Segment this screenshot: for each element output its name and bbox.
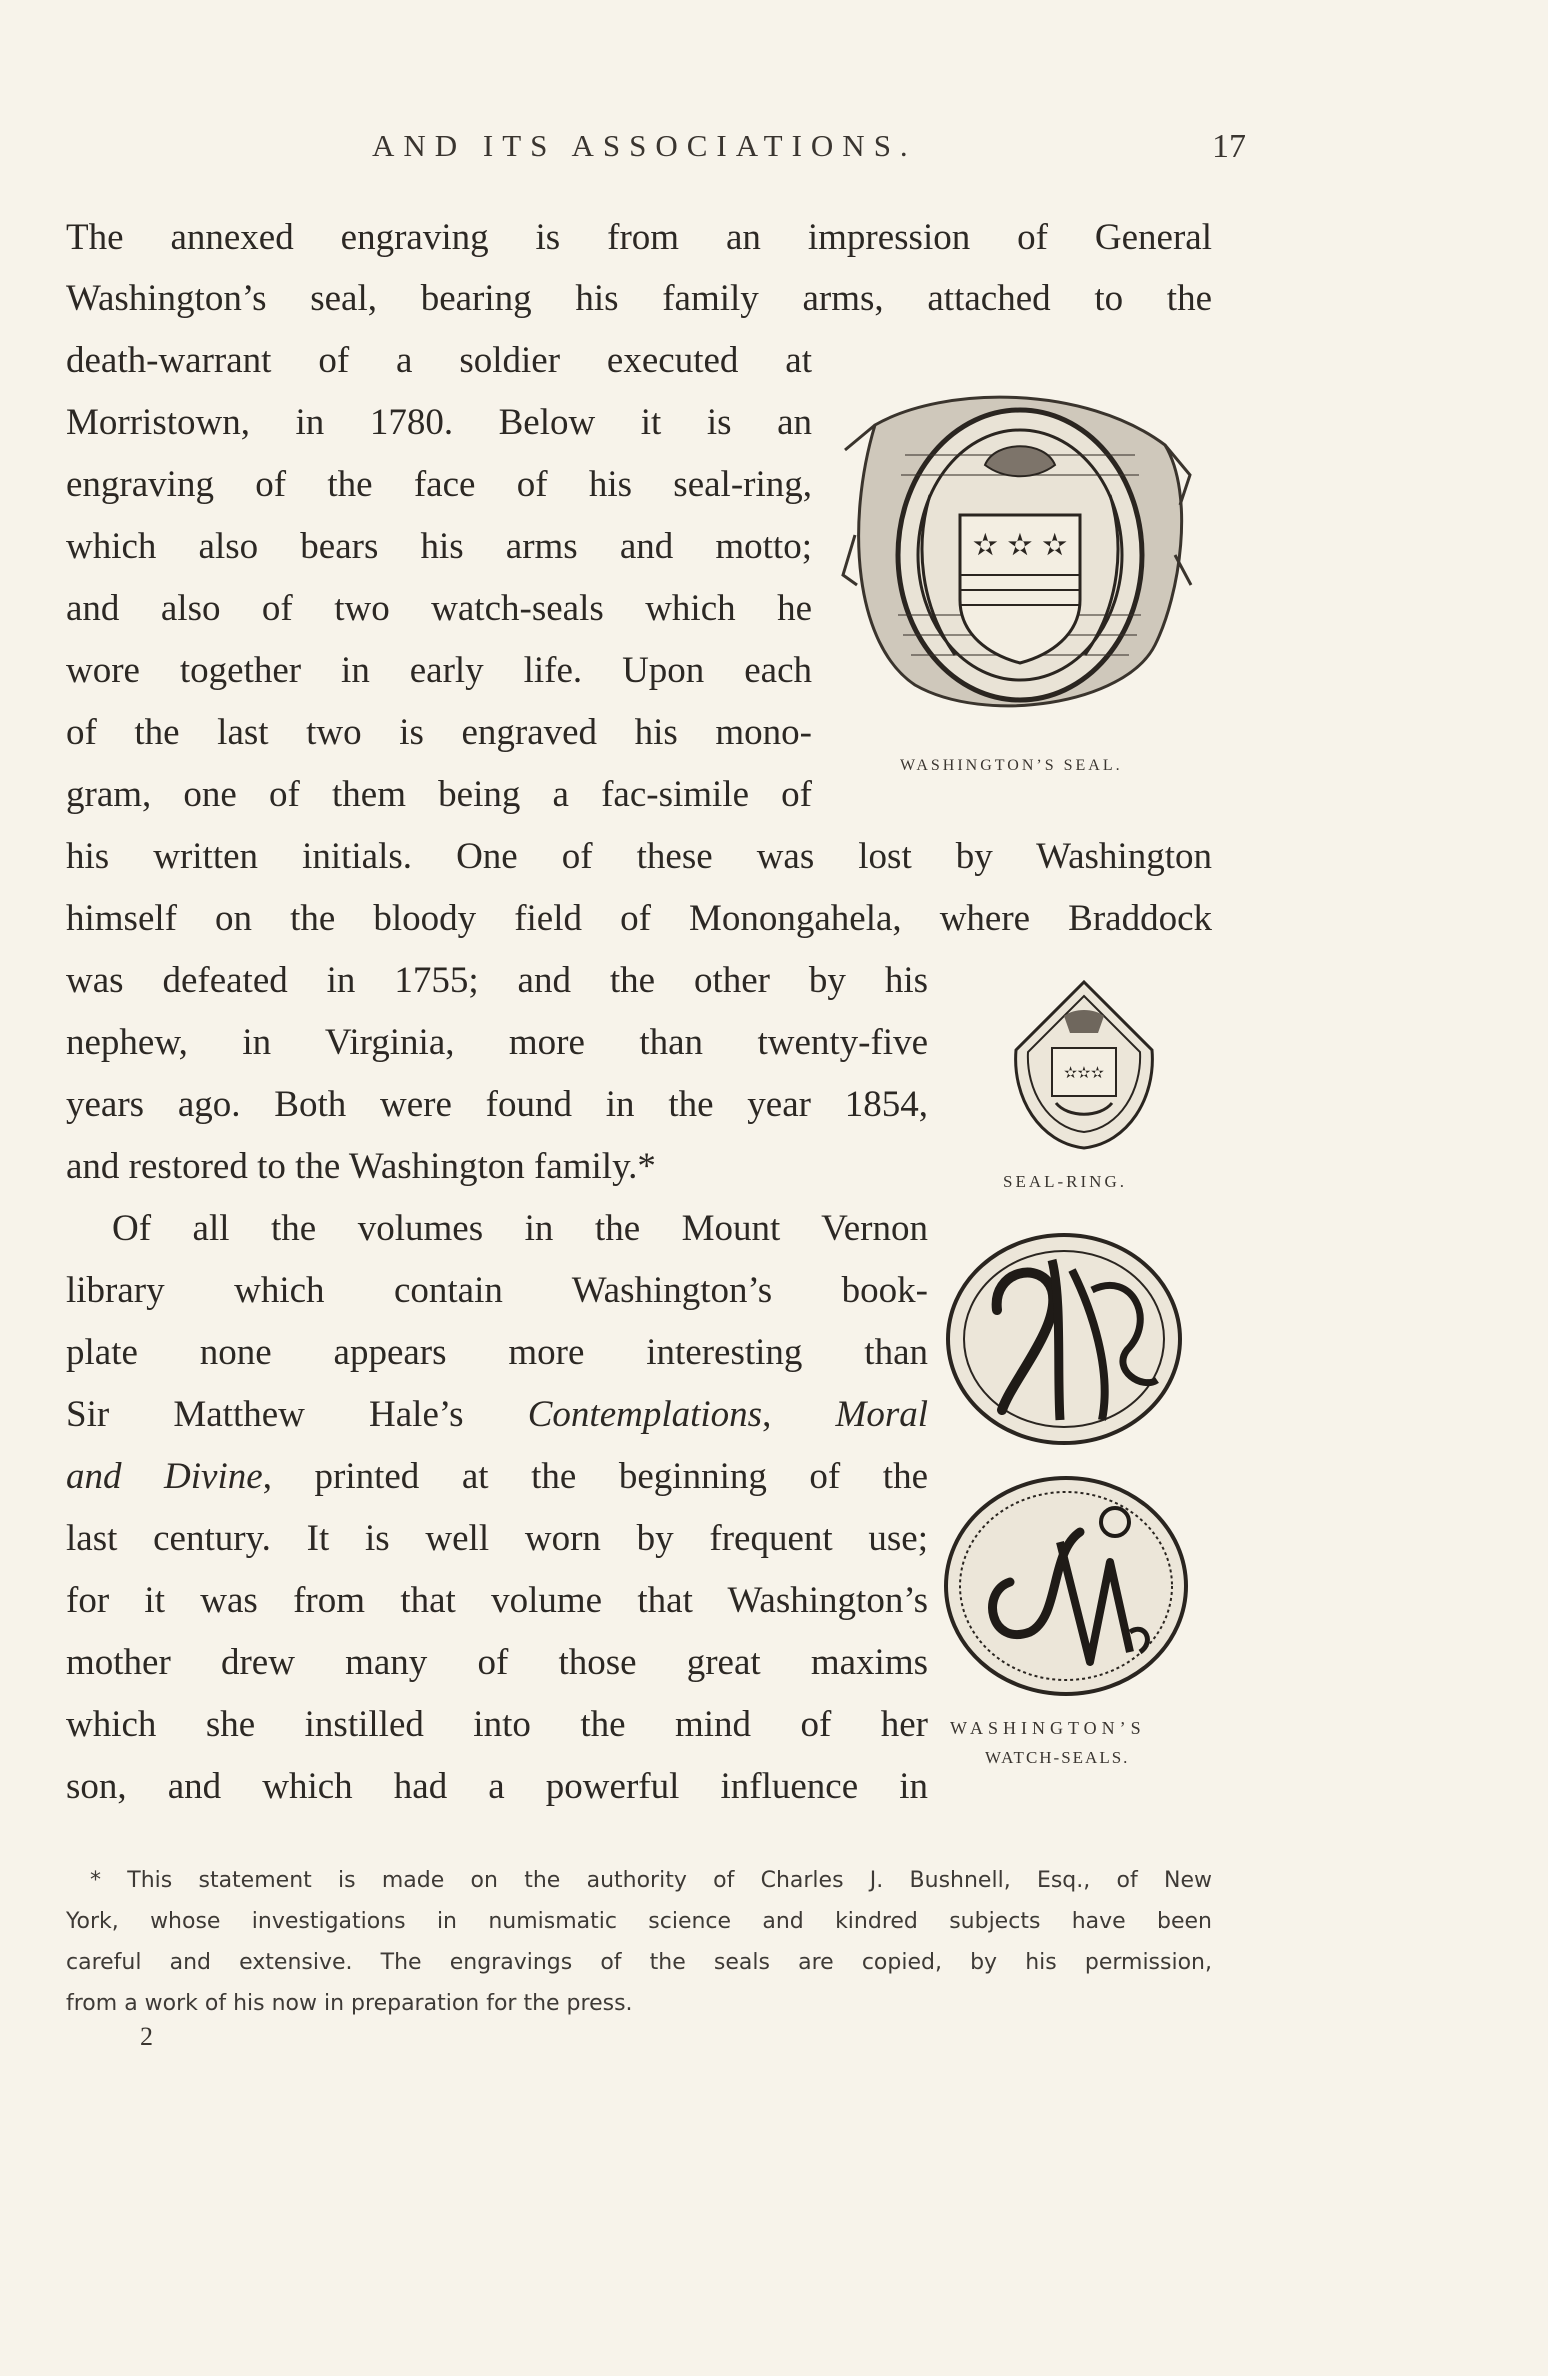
svg-text:✫ ✫ ✫: ✫ ✫ ✫	[972, 528, 1068, 563]
footnote-line: York, whose investigations in numismatic science and kindred subjects have been	[66, 1909, 1212, 1934]
body-line: wore together in early life. Upon each	[66, 650, 812, 691]
body-line: and also of two watch-seals which he	[66, 588, 812, 629]
book-title-italic: Moral	[835, 1394, 928, 1435]
page-number: 17	[1212, 128, 1246, 165]
body-line: and restored to the Washington family.*	[66, 1146, 656, 1187]
body-line: was defeated in 1755; and the other by his	[66, 960, 928, 1001]
body-line: plate none appears more interesting than	[66, 1332, 928, 1373]
body-line: library which contain Washington’s book-	[66, 1270, 928, 1311]
text-run: , printed at the beginning of the	[262, 1456, 928, 1497]
caption-seal-ring: SEAL-RING.	[1003, 1172, 1127, 1191]
body-line: son, and which had a powerful influence in	[66, 1766, 928, 1807]
body-line: last century. It is well worn by frequent use;	[66, 1518, 928, 1559]
body-line: nephew, in Virginia, more than twenty-five	[66, 1022, 928, 1063]
book-title-italic: Contemplations	[527, 1394, 763, 1435]
footnote-line: * This statement is made on the authority of Charles J. Bushnell, Esq., of New	[90, 1868, 1212, 1893]
watch-seal-engraving-2	[940, 1472, 1192, 1700]
body-line: for it was from that volume that Washington’s	[66, 1580, 928, 1621]
footnote-line: careful and extensive. The engravings of the seals are copied, by his permission,	[66, 1950, 1212, 1975]
body-line: engraving of the face of his seal-ring,	[66, 464, 812, 505]
footnote	[66, 1860, 1212, 2024]
svg-text:✫✫✫: ✫✫✫	[1063, 1063, 1105, 1082]
body-line: gram, one of them being a fac-simile of	[66, 774, 812, 815]
body-line: which she instilled into the mind of her	[66, 1704, 928, 1745]
signature-mark: 2	[140, 2022, 153, 2051]
caption-washingtons-seal: WASHINGTON’S SEAL.	[900, 757, 1123, 774]
body-line: Of all the volumes in the Mount Vernon	[112, 1208, 928, 1249]
body-line: of the last two is engraved his mono-	[66, 712, 812, 753]
book-title-italic: and Divine	[66, 1456, 263, 1497]
body-line: The annexed engraving is from an impression of General	[66, 217, 1212, 258]
body-line: mother drew many of those great maxims	[66, 1642, 928, 1683]
footnote-line: from a work of his now in preparation for the press.	[66, 1991, 633, 2016]
seal-ring-engraving	[1008, 978, 1160, 1153]
washingtons-seal-engraving	[835, 385, 1195, 730]
body-line: which also bears his arms and motto;	[66, 526, 812, 567]
running-head-title: AND ITS ASSOCIATIONS.	[372, 128, 917, 163]
text-run: ,	[762, 1394, 836, 1435]
body-line-with-title	[66, 1451, 928, 1503]
body-line-with-title	[66, 1389, 928, 1441]
running-head	[0, 128, 1548, 168]
body-line: himself on the bloody field of Monongahela, where Braddock	[66, 898, 1212, 939]
watch-seal-engraving-1	[942, 1230, 1186, 1448]
caption-watch-seals-line1: WASHINGTON’S	[950, 1718, 1146, 1738]
body-line: death-warrant of a soldier executed at	[66, 340, 812, 381]
caption-watch-seals-line2: WATCH-SEALS.	[985, 1748, 1130, 1767]
body-line: Morristown, in 1780. Below it is an	[66, 402, 812, 443]
body-line: Washington’s seal, bearing his family arms, attached to the	[66, 278, 1212, 319]
body-line: his written initials. One of these was lost by Washington	[66, 836, 1212, 877]
body-line: years ago. Both were found in the year 1854,	[66, 1084, 928, 1125]
text-run: Sir Matthew Hale’s	[66, 1394, 528, 1435]
